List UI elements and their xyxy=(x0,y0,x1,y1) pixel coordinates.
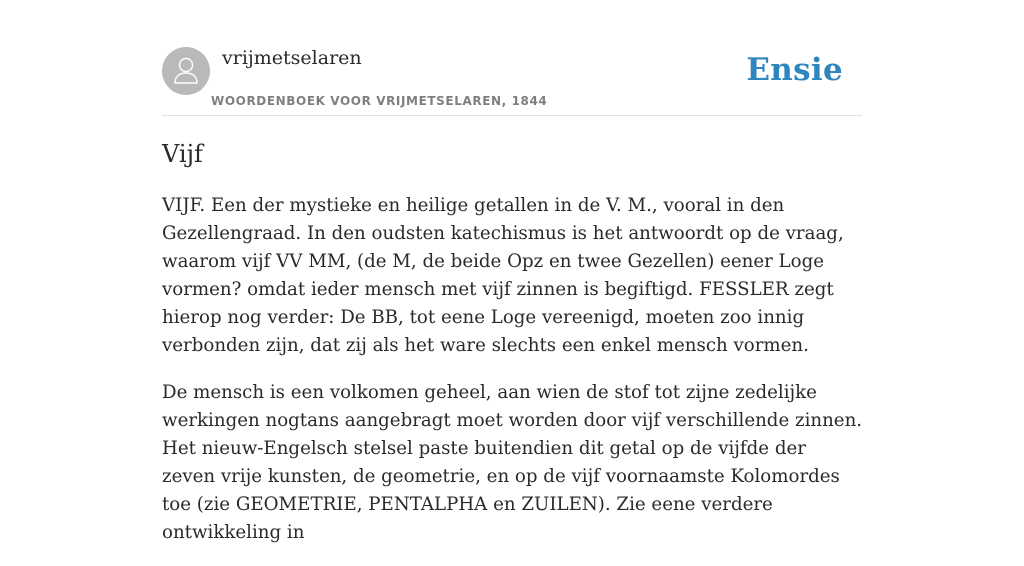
user-silhouette-icon xyxy=(162,47,210,95)
body-paragraph: De mensch is een volkomen geheel, aan wien de stof tot zijne zedelijke werkingen nogtans aangebragt moet worden door vijf verschillende zinnen. Het nieuw-Engelsch stelsel paste buitendien dit getal op de vijfde der zeven vrije kunsten, de geometrie, en op de vijf voornaamste Kolomordes toe (zie GEOMETRIE, PENTALPHA en ZUILEN). Zie eene verdere ontwikkeling in xyxy=(162,382,863,543)
ensie-logo[interactable]: Ensie xyxy=(746,52,843,88)
header-divider xyxy=(162,115,862,116)
author-name[interactable]: vrijmetselaren xyxy=(222,47,362,69)
page-title: Vijf xyxy=(162,140,203,168)
author-avatar-icon[interactable] xyxy=(162,47,210,95)
body-paragraph: VIJF. Een der mystieke en heilige getallen in de V. M., vooral in den Gezellengraad. In den oudsten katechismus is het antwoordt op de vraag, waarom vijf VV MM, (de M, de beide Opz en twee Gezellen) eener Loge vormen? omdat ieder mensch met vijf zinnen is begiftigd. FESSLER zegt hierop nog verder: De BB, tot eene Loge vereenigd, moeten zoo innig verbonden zijn, dat zij als het ware slechts een enkel mensch vormen. xyxy=(162,195,844,356)
source-label[interactable]: WOORDENBOEK VOOR VRIJMETSELAREN, 1844 xyxy=(211,94,548,108)
entry-body xyxy=(162,192,864,566)
